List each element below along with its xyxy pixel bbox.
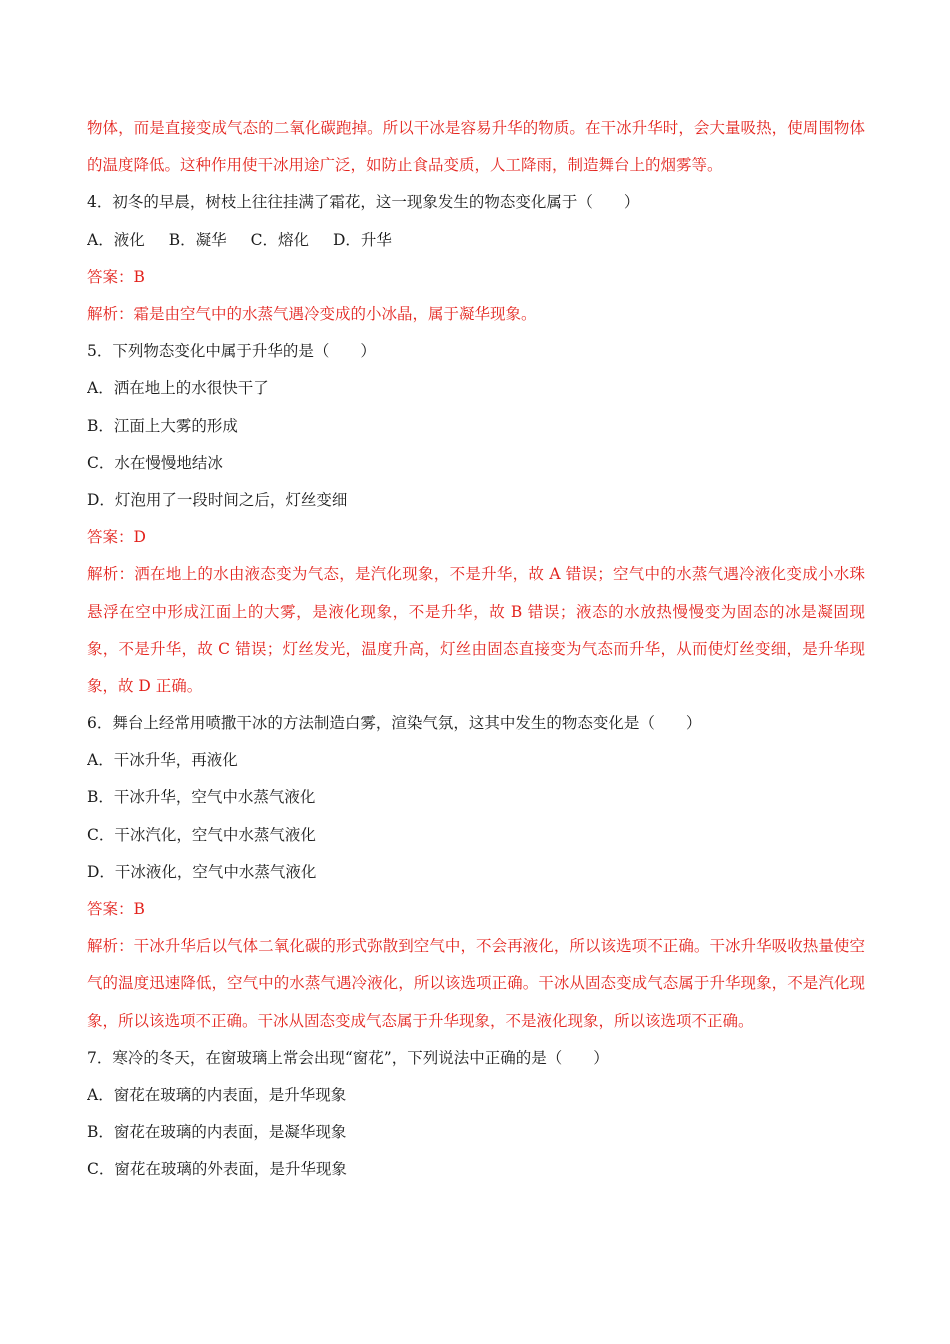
option-d: D．灯泡用了一段时间之后，灯丝变细 <box>87 490 348 509</box>
answer-4: 答案：B <box>87 267 145 286</box>
carryover-analysis: 物体，而是直接变成气态的二氧化碳跑掉。所以干冰是容易升华的物质。在干冰升华时，会大量吸热，使周围物体的温度降低。这种作用使干冰用途广泛，如防止食品变质，人工降雨，制造舞台上的烟雾等。 <box>87 119 865 175</box>
option-c: C．水在慢慢地结冰 <box>87 453 223 472</box>
document-page <box>87 110 865 1189</box>
option-a: A．洒在地上的水很快干了 <box>87 379 269 398</box>
question-4-options <box>87 222 865 259</box>
option-b: B．干冰升华，空气中水蒸气液化 <box>87 788 316 807</box>
analysis-6: 解析：干冰升华后以气体二氧化碳的形式弥散到空气中，不会再液化，所以该选项不正确。干冰升华吸收热量使空气的温度迅速降低，空气中的水蒸气遇冷液化，所以该选项正确。干冰从固态变成气态属于升华现象，不是汽化现象，所以该选项不正确。干冰从固态变成气态属于升华现象，不是液化现象，所以该选项不正确。 <box>87 937 865 1030</box>
analysis-5: 解析：洒在地上的水由液态变为气态，是汽化现象，不是升华，故 A 错误；空气中的水蒸气遇冷液化变成小水珠悬浮在空中形成江面上的大雾，是液化现象，不是升华，故 B 错误；液态的水放热慢慢变为固态的冰是凝固现象，不是升华，故 C 错误；灯丝发光，温度升高，灯丝由固态直接变为气态而升华，从而使灯丝变细，是升华现象，故 D 正确。 <box>87 565 865 695</box>
option-a: A．窗花在玻璃的内表面，是升华现象 <box>87 1086 347 1105</box>
question-4: 4．初冬的早晨，树枝上往往挂满了霜花，这一现象发生的物态变化属于（ ） <box>87 193 640 212</box>
option-a: A．干冰升华，再液化 <box>87 751 238 770</box>
option-b: B．江面上大雾的形成 <box>87 416 238 435</box>
question-6: 6．舞台上经常用喷撒干冰的方法制造白雾，渲染气氛，这其中发生的物态变化是（ ） <box>87 714 702 733</box>
analysis-4: 解析：霜是由空气中的水蒸气遇冷变成的小冰晶，属于凝华现象。 <box>87 304 537 323</box>
option-a: A．液化 <box>87 230 145 249</box>
option-d: D．干冰液化，空气中水蒸气液化 <box>87 862 317 881</box>
answer-5: 答案：D <box>87 528 146 547</box>
option-c: C．熔化 <box>250 230 309 249</box>
question-7: 7．寒冷的冬天，在窗玻璃上常会出现“窗花”，下列说法中正确的是（ ） <box>87 1048 609 1067</box>
option-b: B．凝华 <box>168 230 227 249</box>
question-5: 5．下列物态变化中属于升华的是（ ） <box>87 342 376 361</box>
answer-6: 答案：B <box>87 900 145 919</box>
option-c: C．干冰汽化，空气中水蒸气液化 <box>87 825 316 844</box>
option-d: D．升华 <box>332 230 392 249</box>
option-c: C．窗花在玻璃的外表面，是升华现象 <box>87 1160 347 1179</box>
option-b: B．窗花在玻璃的内表面，是凝华现象 <box>87 1123 347 1142</box>
